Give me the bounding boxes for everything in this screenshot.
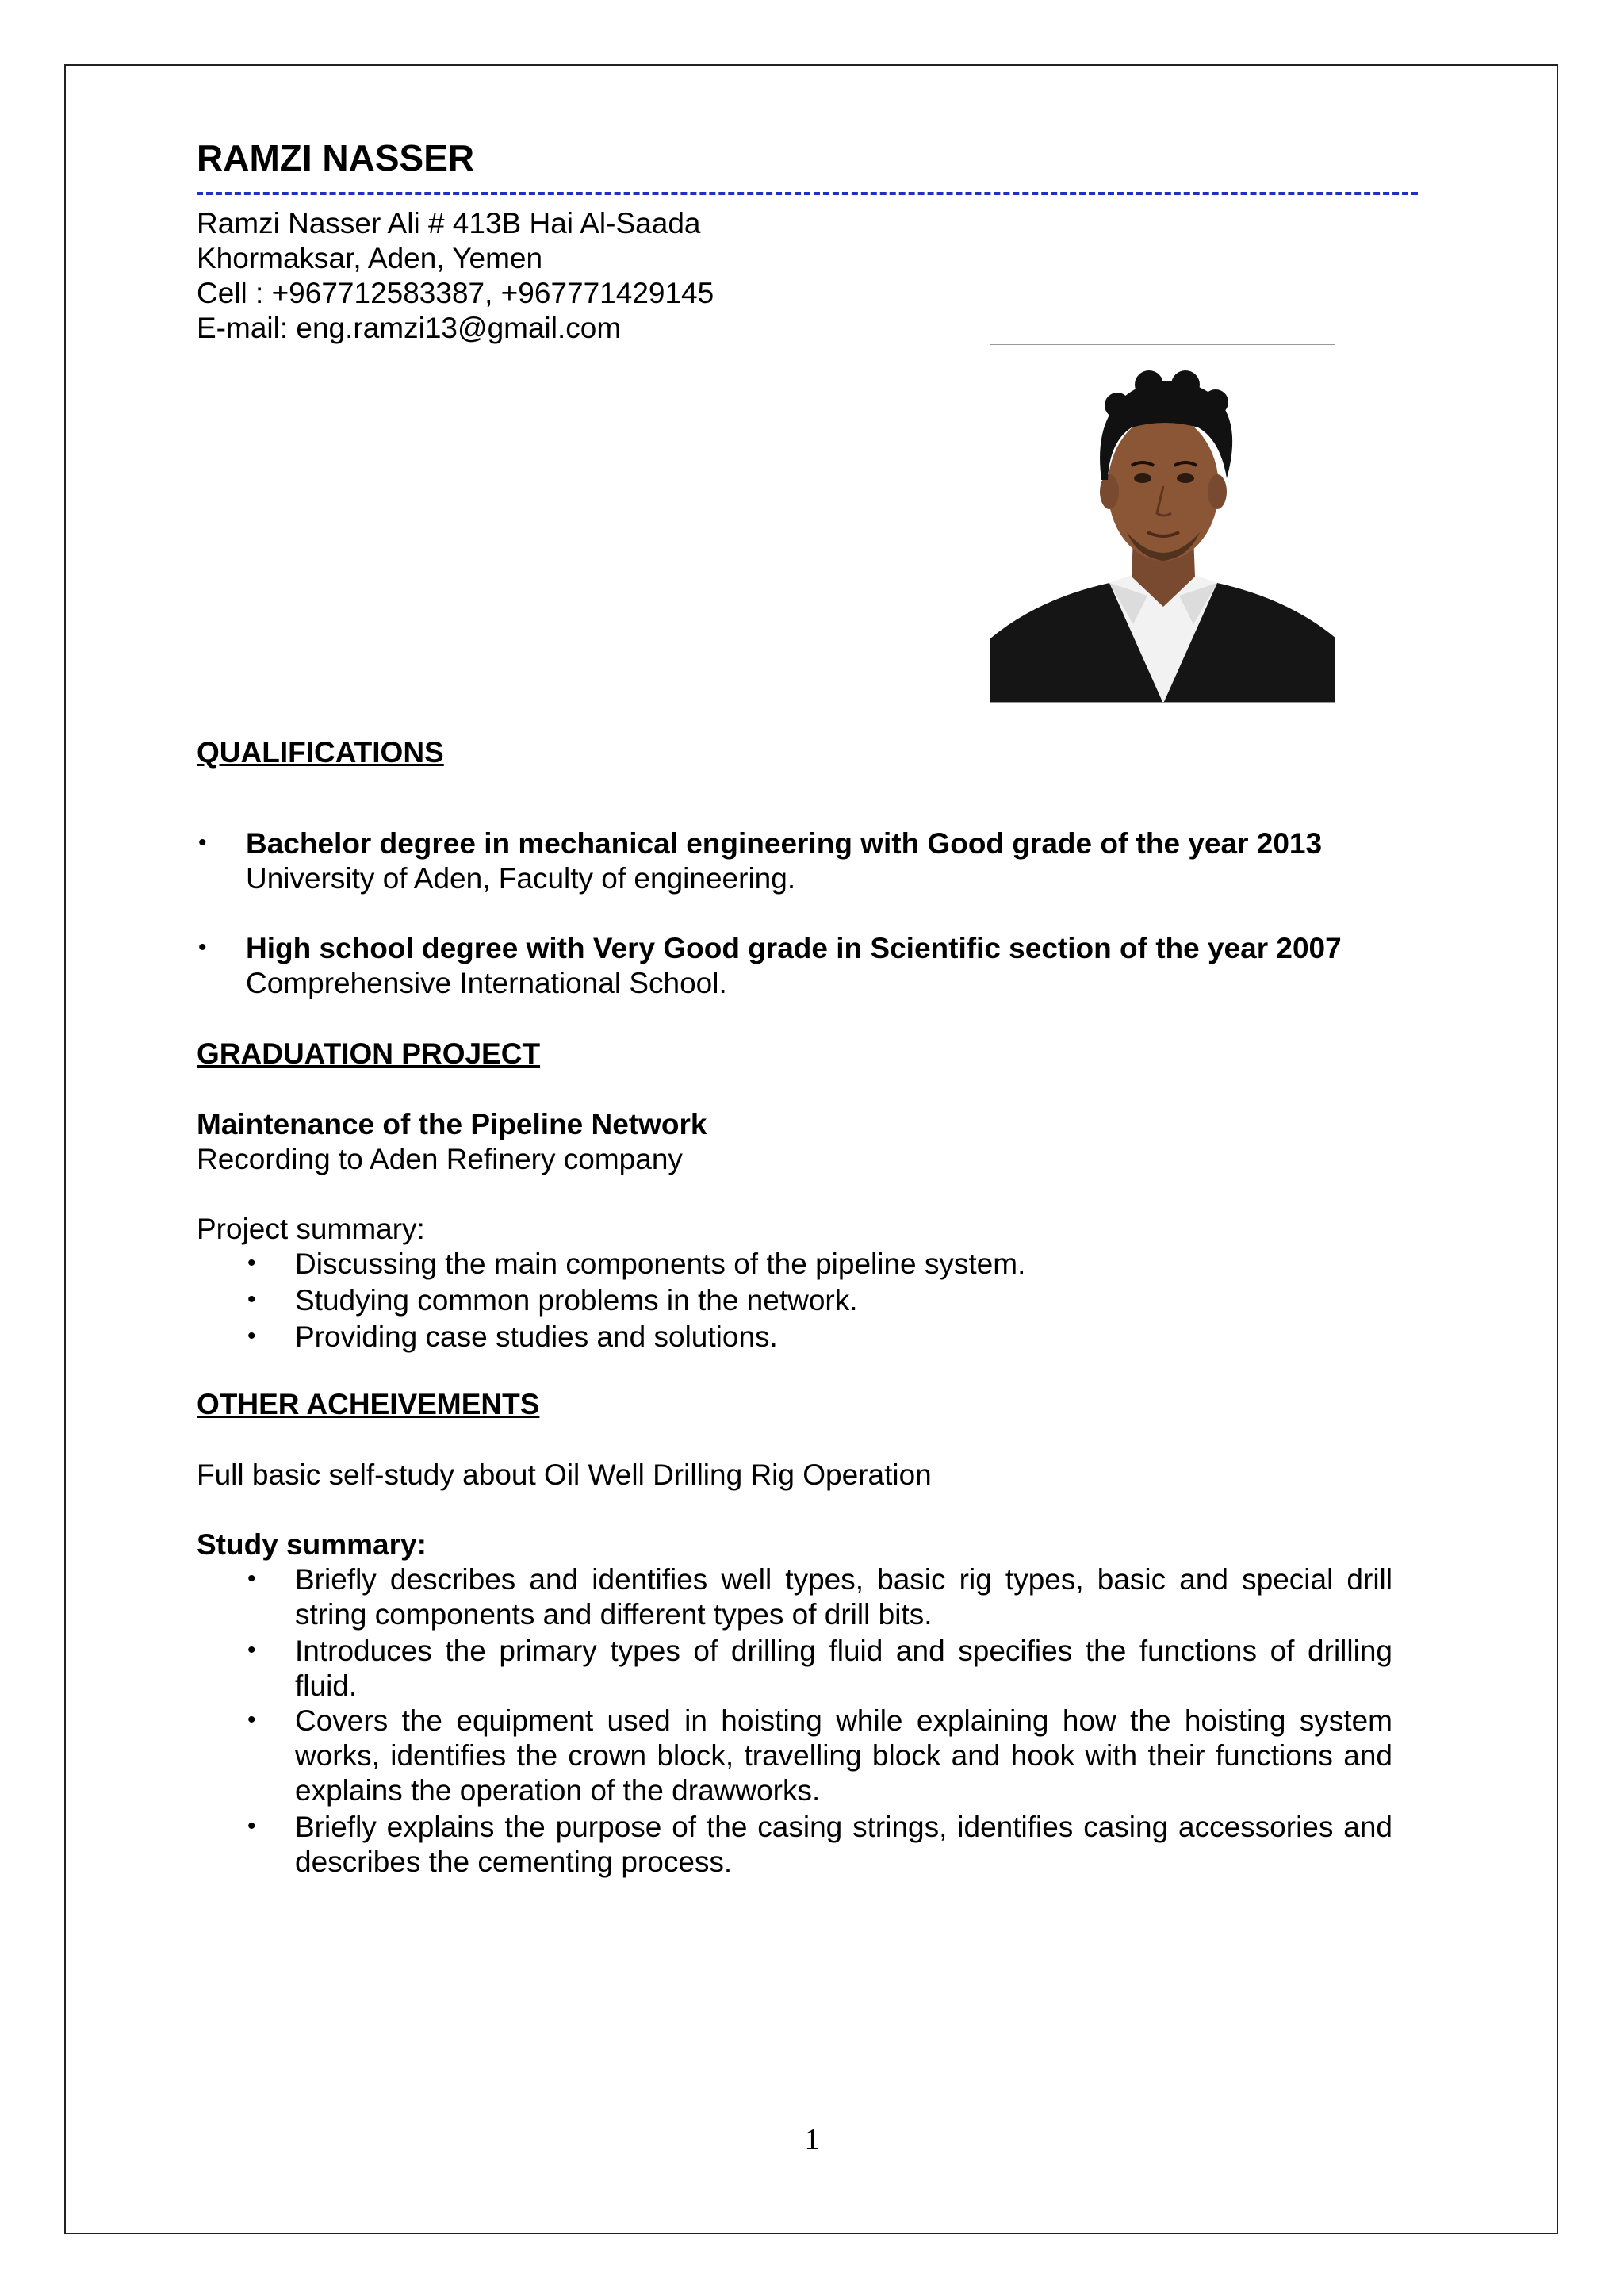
study-summary-item: Covers the equipment used in hoisting while explaining how the hoisting system works, identifies the crown block, travelling block and hook with their functions and explains the operation of the drawworks. bbox=[295, 1704, 1392, 1807]
address-line-1: Ramzi Nasser Ali # 413B Hai Al-Saada bbox=[197, 207, 701, 240]
study-summary-item: Briefly explains the purpose of the casing strings, identifies casing accessories and describes the cementing process. bbox=[295, 1811, 1392, 1878]
other-achievements-heading: OTHER ACHEIVEMENTS bbox=[197, 1388, 540, 1420]
profile-photo bbox=[990, 344, 1335, 703]
bullet-dot-icon: • bbox=[247, 1813, 256, 1839]
project-summary-item: Discussing the main components of the pipeline system. bbox=[295, 1248, 1026, 1280]
study-summary-label: Study summary: bbox=[197, 1528, 427, 1561]
project-summary-item: Studying common problems in the network. bbox=[295, 1284, 858, 1317]
graduation-project-heading: GRADUATION PROJECT bbox=[197, 1037, 541, 1070]
address-line-2: Khormaksar, Aden, Yemen bbox=[197, 242, 543, 274]
qualification-title-2: High school degree with Very Good grade in Scientific section of the year 2007 bbox=[246, 932, 1342, 964]
study-summary-item: Briefly describes and identifies well types, basic rig types, basic and special drill string components and different types of drill bits. bbox=[295, 1563, 1392, 1631]
bullet-dot-icon: • bbox=[247, 1286, 256, 1313]
bullet-dot-icon: • bbox=[247, 1707, 256, 1733]
bullet-dot-icon: • bbox=[198, 934, 207, 960]
bullet-dot-icon: • bbox=[198, 830, 207, 856]
header-divider bbox=[197, 192, 1418, 195]
bullet-dot-icon: • bbox=[247, 1637, 256, 1663]
bullet-dot-icon: • bbox=[247, 1250, 256, 1276]
qualification-title-1: Bachelor degree in mechanical engineering with Good grade of the year 2013 bbox=[246, 827, 1323, 860]
bullet-dot-icon: • bbox=[247, 1323, 256, 1349]
project-summary-item: Providing case studies and solutions. bbox=[295, 1320, 778, 1353]
bullet-dot-icon: • bbox=[247, 1566, 256, 1592]
qualification-detail-1: University of Aden, Faculty of engineering. bbox=[246, 862, 796, 895]
qualification-detail-2: Comprehensive International School. bbox=[246, 967, 727, 999]
qualifications-heading: QUALIFICATIONS bbox=[197, 736, 444, 769]
achievement-intro: Full basic self-study about Oil Well Drilling Rig Operation bbox=[197, 1458, 932, 1491]
project-title: Maintenance of the Pipeline Network bbox=[197, 1108, 707, 1140]
page-number: 1 bbox=[804, 2123, 820, 2156]
cell-numbers: Cell : +967712583387, +967771429145 bbox=[197, 277, 714, 309]
study-summary-item: Introduces the primary types of drilling fluid and specifies the functions of drilling fluid. bbox=[295, 1635, 1392, 1702]
email-address: E-mail: eng.ramzi13@gmail.com bbox=[197, 312, 622, 344]
project-subtitle: Recording to Aden Refinery company bbox=[197, 1143, 683, 1175]
project-summary-label: Project summary: bbox=[197, 1213, 425, 1245]
candidate-name: RAMZI NASSER bbox=[197, 137, 475, 178]
